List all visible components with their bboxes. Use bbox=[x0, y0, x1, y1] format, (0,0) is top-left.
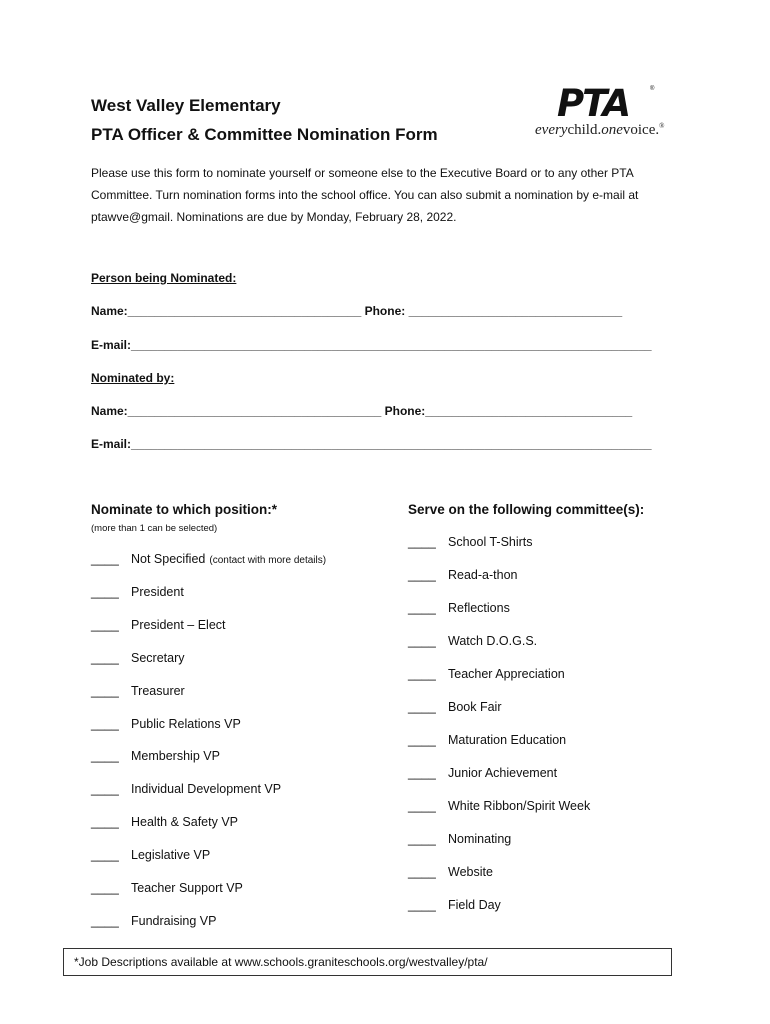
committee-blank: ____ bbox=[408, 634, 436, 648]
committee-blank: ____ bbox=[408, 700, 436, 714]
position-option bbox=[91, 815, 238, 829]
nominator-section-label: Nominated by: bbox=[91, 371, 175, 385]
position-option bbox=[91, 585, 184, 599]
position-option bbox=[91, 651, 185, 665]
committee-blank: ____ bbox=[408, 799, 436, 813]
position-blank: ____ bbox=[91, 815, 119, 830]
committee-option bbox=[408, 832, 511, 846]
form-title: PTA Officer & Committee Nomination Form bbox=[91, 125, 438, 144]
committee-blank: ____ bbox=[408, 766, 436, 780]
committee-option bbox=[408, 700, 502, 714]
committees-heading: Serve on the following committee(s): bbox=[408, 502, 645, 517]
position-sublabel: (contact with more details) bbox=[209, 555, 327, 566]
committee-label: Watch D.O.G.S. bbox=[448, 634, 538, 648]
position-option bbox=[91, 782, 281, 796]
pta-logo bbox=[535, 82, 685, 144]
position-blank: ____ bbox=[91, 716, 119, 731]
position-blank: ____ bbox=[91, 782, 119, 797]
committee-label: Website bbox=[448, 865, 493, 879]
position-blank: ____ bbox=[91, 683, 119, 698]
position-label: Secretary bbox=[131, 650, 185, 665]
position-label: President – Elect bbox=[131, 617, 226, 632]
position-label: Not Specified bbox=[131, 552, 206, 566]
position-label: President bbox=[131, 584, 184, 599]
committee-blank: ____ bbox=[408, 898, 436, 912]
position-label: Fundraising VP bbox=[131, 913, 217, 928]
committee-label: School T-Shirts bbox=[448, 535, 533, 549]
job-descriptions-box bbox=[63, 948, 672, 976]
pta-logo-trademark: ® bbox=[650, 86, 655, 92]
position-label: Teacher Support VP bbox=[131, 881, 243, 895]
position-option bbox=[91, 749, 220, 763]
committee-blank: ____ bbox=[408, 535, 436, 549]
committee-label: Reflections bbox=[448, 601, 510, 615]
committee-label: Junior Achievement bbox=[448, 766, 558, 780]
committee-blank: ____ bbox=[408, 865, 436, 879]
committee-option bbox=[408, 799, 590, 813]
committee-label: Maturation Education bbox=[448, 733, 567, 747]
position-label: Health & Safety VP bbox=[131, 815, 239, 830]
position-blank: ____ bbox=[91, 749, 119, 764]
pta-logo-tagline: everychild.onevoice.® bbox=[535, 122, 665, 138]
position-label: Public Relations VP bbox=[131, 716, 241, 731]
committee-blank: ____ bbox=[408, 568, 436, 582]
committee-label: Field Day bbox=[448, 898, 501, 912]
position-option bbox=[91, 552, 326, 566]
committee-blank: ____ bbox=[408, 832, 436, 846]
position-blank: ____ bbox=[91, 617, 119, 632]
position-option bbox=[91, 848, 210, 862]
position-label: Individual Development VP bbox=[131, 782, 282, 797]
committee-label: White Ribbon/Spirit Week bbox=[448, 799, 591, 813]
position-blank: ____ bbox=[91, 848, 119, 863]
school-name: West Valley Elementary bbox=[91, 96, 281, 115]
position-option bbox=[91, 684, 185, 698]
position-option bbox=[91, 881, 243, 895]
committee-blank: ____ bbox=[408, 601, 436, 615]
pta-logo-mark: PTA bbox=[557, 82, 630, 125]
position-label: Treasurer bbox=[131, 683, 185, 698]
position-blank: ____ bbox=[91, 650, 119, 665]
nominator-email-line: E-mail:______________________________________________________________________________ bbox=[91, 437, 652, 451]
committee-option bbox=[408, 733, 566, 747]
nominee-name-phone-line: Name:___________________________________ Phone: ________________________________ bbox=[91, 304, 623, 318]
committee-label: Book Fair bbox=[448, 700, 502, 714]
position-option bbox=[91, 618, 226, 632]
position-blank: ____ bbox=[91, 552, 119, 566]
committee-label: Teacher Appreciation bbox=[448, 667, 565, 681]
position-label: Membership VP bbox=[131, 749, 220, 764]
committee-option bbox=[408, 865, 493, 879]
committee-option bbox=[408, 535, 533, 549]
positions-heading: Nominate to which position:* bbox=[91, 502, 277, 517]
nominator-name-phone-line: Name:______________________________________ Phone:_______________________________ bbox=[91, 404, 633, 418]
committee-blank: ____ bbox=[408, 733, 436, 747]
job-descriptions-note: *Job Descriptions available at www.schools.graniteschools.org/westvalley/pta/ bbox=[74, 955, 488, 969]
position-blank: ____ bbox=[91, 913, 119, 928]
committee-label: Read-a-thon bbox=[448, 568, 518, 582]
position-blank: ____ bbox=[91, 584, 119, 599]
position-blank: ____ bbox=[91, 881, 119, 895]
committee-option bbox=[408, 898, 501, 912]
nominee-section-label: Person being Nominated: bbox=[91, 271, 237, 285]
committee-option bbox=[408, 766, 557, 780]
positions-note: (more than 1 can be selected) bbox=[91, 523, 218, 534]
nominee-email-line: E-mail:______________________________________________________________________________ bbox=[91, 338, 652, 352]
position-label: Legislative VP bbox=[131, 848, 211, 863]
position-option bbox=[91, 717, 241, 731]
committee-option bbox=[408, 601, 510, 615]
committee-option bbox=[408, 568, 518, 582]
intro-paragraph: Please use this form to nominate yourself or someone else to the Executive Board or to any other PTA Committee. Turn nomination forms into the school office. You can also submit a nomination by e-mail at ptawve@gmail. Nominations are due by Monday, February 28, 2022. bbox=[91, 166, 639, 224]
committee-label: Nominating bbox=[448, 832, 512, 846]
position-option bbox=[91, 914, 216, 928]
committee-option bbox=[408, 634, 537, 648]
committee-option bbox=[408, 667, 565, 681]
committee-blank: ____ bbox=[408, 667, 436, 681]
